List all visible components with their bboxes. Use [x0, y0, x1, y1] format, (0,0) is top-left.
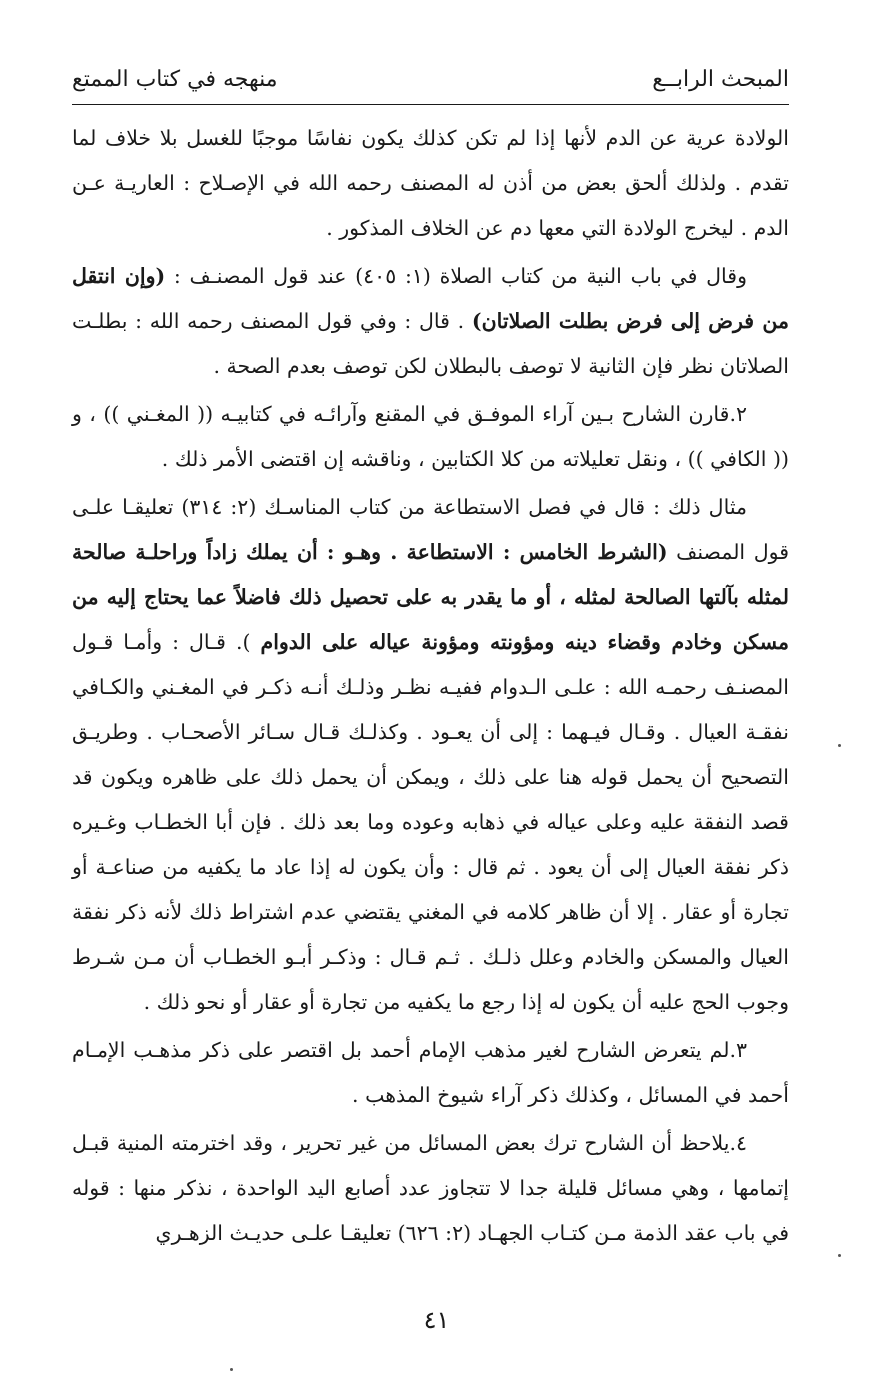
scan-speck — [838, 744, 841, 747]
body-paragraph — [72, 254, 789, 389]
paragraph-text: ٤.يلاحظ أن الشارح ترك بعض المسائل من غير تحرير ، وقد اخترمته المنية قبـل إتمامها ، وهي مسائل قليلة جدا لا تتجاوز عدد أصابع اليد الواحدة ، نذكر منها : قوله في باب عقد الذمة مـن كتـاب الجهـاد (٢: ٦٢٦) تعليقـا علـى حديـث الزهـري — [72, 1131, 789, 1245]
body-paragraph — [72, 485, 789, 1025]
paragraph-text: وقال في باب النية من كتاب الصلاة (١: ٤٠٥) عند قول المصنـف : — [165, 264, 747, 288]
body-paragraph — [72, 1028, 789, 1118]
section-title: المبحث الرابــع — [652, 67, 789, 92]
body-text — [72, 116, 789, 1259]
quoted-matn-text: (وإن انتقل من فرض إلى فرض بطلت الصلاتان) — [72, 264, 790, 333]
body-paragraph — [72, 392, 789, 482]
running-subtitle: منهجه في كتاب الممتع — [72, 67, 278, 92]
header-rule — [72, 104, 789, 105]
paragraph-text: ). قـال : وأمـا قـول المصنـف رحمـه الله : علـى الـدوام ففيـه نظـر وذلـك أنـه ذكـر في المغـني والكـافي نفقـة العيال . وقـال فيـهما : إلى أن يعـود . وكذلـك قـال سـائر الأصحـاب . وطريـق التصحيح أن يحمل قوله هنا على ذلك ، ويمكن أن يحمل ذلك على ظاهره ويكون قد قصد النفقة عليه وعلى عياله في ذهابه وعوده وما بعد ذلك . فإن أبا الخطـاب وغـيره ذكر نفقة العيال إلى أن يعود . ثم قال : وأن يكون له إذا عاد ما يكفيه من صناعـة أو تجارة أو عقار . إلا أن ظاهر كلامه في المغني يقتضي عدم اشتراط ذلك لأنه ذكر نفقة العيال والمسكن والخادم وعلل ذلـك . ثـم قـال : وذكـر أبـو الخطـاب أن مـن شـرط وجوب الحج عليه أن يكون له إذا رجع ما يكفيه من تجارة أو عقار أو نحو ذلك . — [72, 630, 789, 1014]
body-paragraph — [72, 1121, 789, 1256]
paragraph-text: ٢.قارن الشارح بـين آراء الموفـق في المقنع وآرائـه في كتابيـه (( المغـني )) ، و (( الكافي )) ، ونقل تعليلاته من كلا الكتابين ، وناقشه إن اقتضى الأمر ذلك . — [72, 402, 789, 471]
paragraph-text: مثال ذلك : قال في فصل الاستطاعة من كتاب المناسـك (٢: ٣١٤) تعليقـا علـى قول المصنف — [72, 495, 790, 564]
scan-speck — [230, 1368, 233, 1371]
quoted-matn-text: (الشرط الخامس : الاستطاعة . وهـو : أن يملك زاداً وراحلـة صالحة لمثله بآلتها الصالحة لمثله ، أو ما يقدر به على تحصيل ذلك فاضلاً عما يحتاج إليه من مسكن وخادم وقضاء دينه ومؤونته ومؤونة عياله على الدوام — [72, 540, 789, 654]
scan-speck — [838, 1254, 841, 1257]
paragraph-text: ٣.لم يتعرض الشارح لغير مذهب الإمام أحمد بل اقتصر على ذكر مذهـب الإمـام أحمد في المسائل ، وكذلك ذكر آراء شيوخ المذهب . — [72, 1038, 789, 1107]
body-paragraph — [72, 116, 789, 251]
page-number: ٤١ — [423, 1306, 450, 1334]
paragraph-text: الولادة عرية عن الدم لأنها إذا لم تكن كذلك يكون نفاسًا موجبًا للغسل بلا خلاف لما تقدم . ولذلك ألحق بعض من أذن له المصنف رحمه الله في الإصـلاح : العاريـة عـن الدم . ليخرج الولادة التي معها دم عن الخلاف المذكور . — [72, 126, 789, 240]
running-head — [72, 52, 789, 92]
paragraph-text: . قال : وفي قول المصنف رحمه الله : بطلـت الصلاتان نظر فإن الثانية لا توصف بالبطلان لكن توصف بعدم الصحة . — [72, 309, 789, 378]
